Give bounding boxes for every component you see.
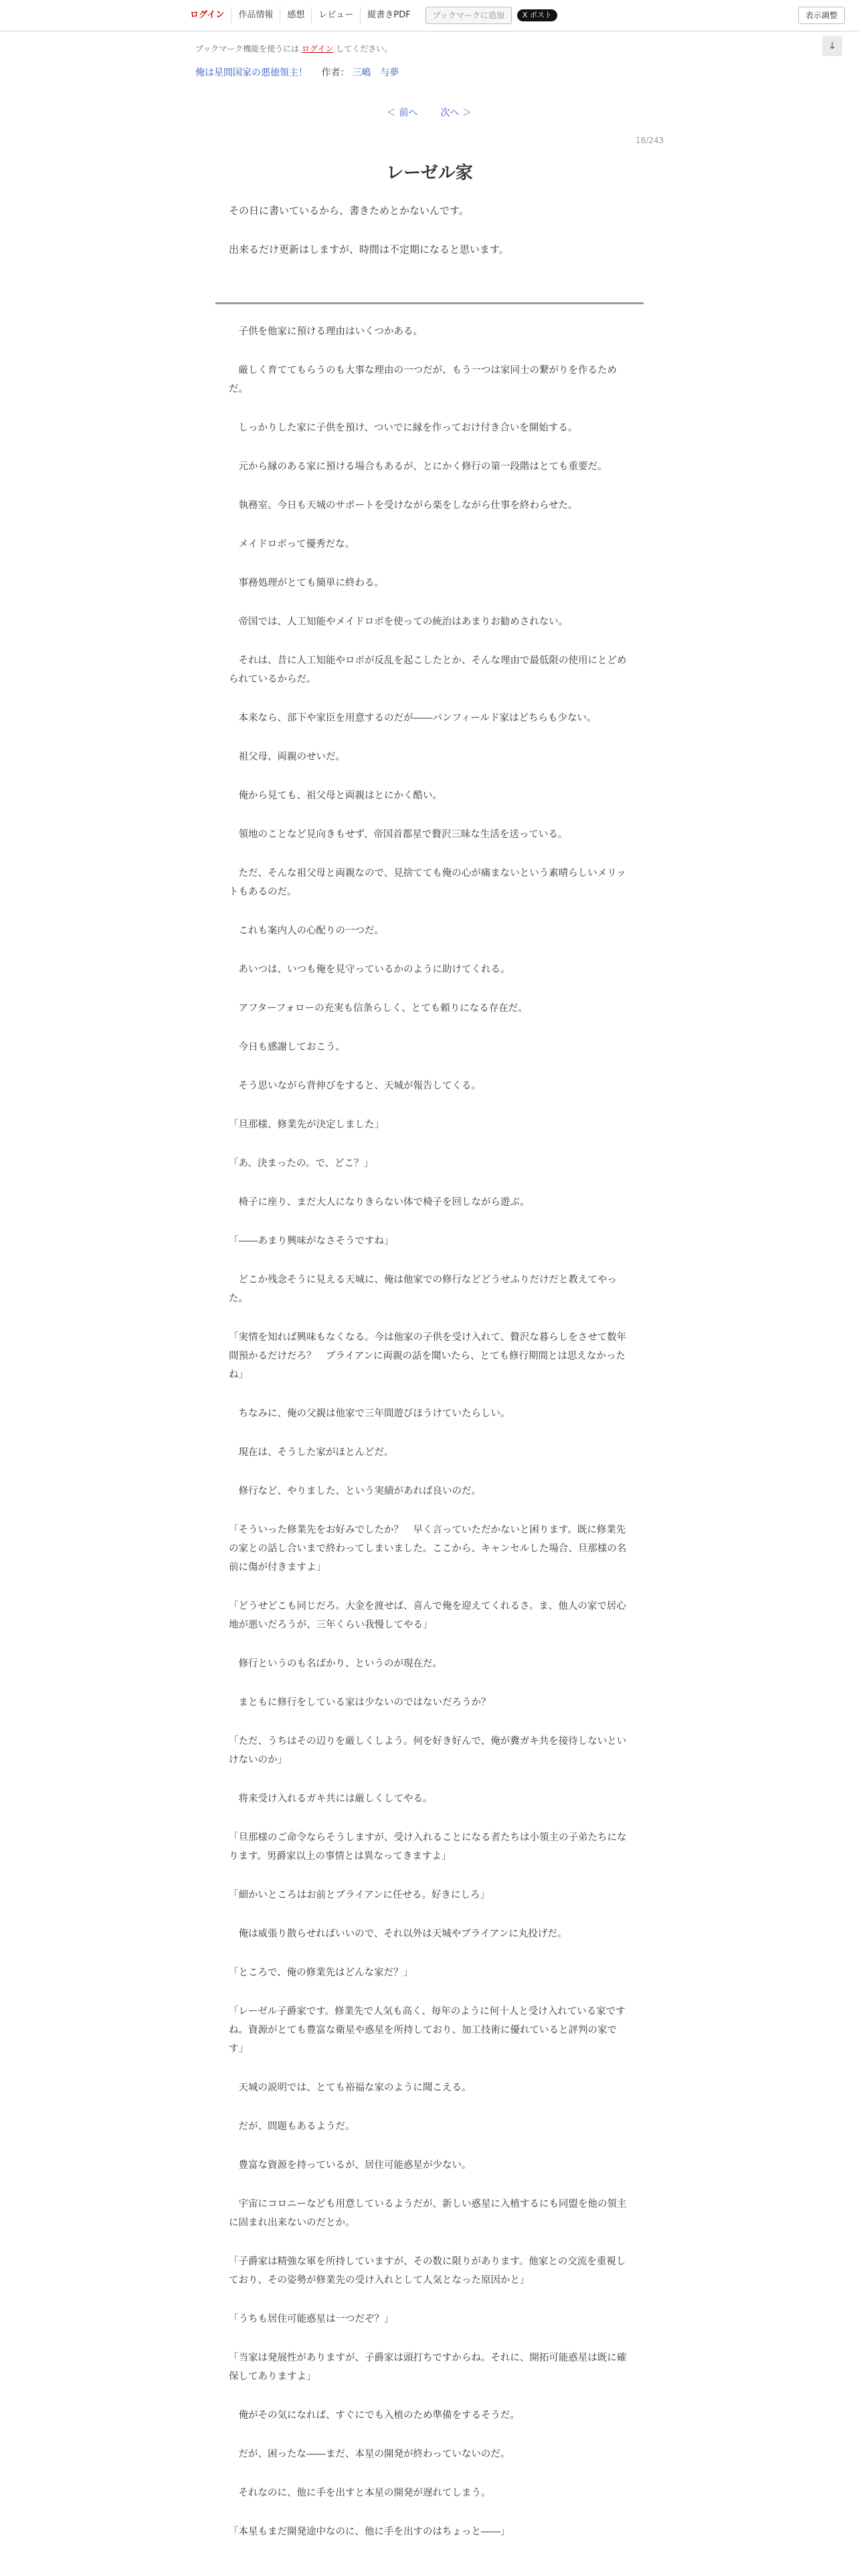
author-label: 作者： <box>321 68 350 78</box>
body-paragraph: 事務処理がとても簡単に終わる。 <box>229 578 384 588</box>
preface-line: その日に書いているから、書きためとかないんです。 <box>229 205 469 217</box>
body-paragraph: 現在は、そうした家がほとんどだ。 <box>229 1447 394 1458</box>
page-number: 18/243 <box>636 136 664 145</box>
body-paragraph: 「ただ、うちはその辺りを厳しくしよう。何を好き好んで、俺が糞ガキ共を接待しないといけないのか」 <box>229 1736 627 1765</box>
work-info-link[interactable]: 作品情報 <box>231 7 280 24</box>
body-paragraph: だが、問題もあるようだ。 <box>229 2121 355 2132</box>
preface-divider <box>215 302 644 304</box>
author-link[interactable]: 三嶋 与夢 <box>352 68 399 78</box>
body-paragraph: 「あ、決まったの。で、どこ？」 <box>229 1158 374 1169</box>
body-paragraph: しっかりした家に子供を預け、ついでに縁を作っておけ付き合いを開始する。 <box>229 423 578 433</box>
body-paragraph: 俺は威張り散らせればいいので、それ以外は天城やブライアンに丸投げだ。 <box>229 1929 567 1939</box>
next-page-link[interactable]: 次へ ＞ <box>440 108 472 118</box>
bookmark-notice <box>195 43 392 54</box>
body-paragraph: 俺がその気になれば、すぐにでも入植のため準備をするそうだ。 <box>229 2410 520 2421</box>
impressions-link[interactable]: 感想 <box>280 7 311 24</box>
body-paragraph: ただ、そんな祖父母と両親なので、見捨てても俺の心が痛まないという素晴らしいメリットもあるのだ。 <box>229 868 626 897</box>
body-paragraph: 子供を他家に預ける理由はいくつかある。 <box>229 326 423 337</box>
toolbar-nav <box>182 7 557 24</box>
top-toolbar <box>0 0 859 31</box>
bookmark-notice-prefix: ブックマーク機能を使うには <box>195 44 300 53</box>
body-paragraph: 「そういった修業先をお好みでしたか？ 早く言っていただかないと困ります。既に修業先の家との話し合いまで終わってしまいました。ここから、キャンセルした場合、旦那様の名前に傷が付きますよ」 <box>229 1525 627 1573</box>
body-paragraph: 「ところで、俺の修業先はどんな家だ？」 <box>229 1967 413 1978</box>
chapter-title: レーゼル家 <box>386 163 473 183</box>
body-paragraph: 天城の説明では、とても裕福な家のように聞こえる。 <box>229 2082 472 2093</box>
prev-page-link[interactable]: ＜ 前へ <box>387 108 418 118</box>
body-paragraph: それは、昔に人工知能やロボが反乱を起こしたとか、そんな理由で最低限の使用にとどめられているからだ。 <box>229 655 627 685</box>
body-paragraph: これも案内人の心配りの一つだ。 <box>229 926 384 936</box>
novel-title-link[interactable]: 俺は星間国家の悪徳領主！ <box>195 68 308 78</box>
body-paragraph: 「うちも居住可能惑星は一つだぞ？」 <box>229 2314 394 2325</box>
body-paragraph: 領地のことなど見向きもせず、帝国首都星で贅沢三昧な生活を送っている。 <box>229 829 568 840</box>
body-paragraph: 「――あまり興味がなさそうですね」 <box>229 1236 394 1247</box>
body-paragraph: 「細かいところはお前とブライアンに任せる。好きにしろ」 <box>229 1890 490 1901</box>
body-paragraph: メイドロボって優秀だな。 <box>229 539 355 550</box>
body-paragraph: 宇宙にコロニーなども用意しているようだが、新しい惑星に入植するにも同盟を他の領主に固まれ出来ないのだとか。 <box>229 2199 627 2228</box>
body-paragraph: だが、困ったな――まだ、本星の開発が終わっていないのだ。 <box>229 2449 510 2460</box>
x-post-button[interactable]: X ポスト <box>517 9 557 21</box>
body-paragraph: 厳しく育ててもらうのも大事な理由の一つだが、もう一つは家同士の繋がりを作るためだ。 <box>229 365 617 395</box>
preface-line: 出来るだけ更新はしますが、時間は不定期になると思います。 <box>229 243 509 255</box>
body-paragraph: 将来受け入れるガキ共には厳しくしてやる。 <box>229 1794 433 1804</box>
body-paragraph: 「旦那様、修業先が決定しました」 <box>229 1119 384 1130</box>
body-paragraph: 「旦那様のご命令ならそうしますが、受け入れることになる者たちは小領主の子弟たちになります。男爵家以上の事情とは異なってきますよ」 <box>229 1832 627 1862</box>
body-paragraph: 「当家は発展性がありますが、子爵家は頭打ちですからね。それに、開拓可能惑星は既に確保してありますよ」 <box>229 2353 627 2382</box>
body-paragraph: 「どうせどこも同じだろ。大金を渡せば、喜んで俺を迎えてくれるさ。ま、他人の家で居心地が悪いだろうが、三年くらい我慢してやる」 <box>229 1601 626 1630</box>
body-paragraph: 俺から見ても、祖父母と両親はとにかく酷い。 <box>229 790 442 801</box>
display-settings-button[interactable]: 表示調整 <box>798 7 845 24</box>
body-paragraph: そう思いながら背伸びをすると、天城が報告してくる。 <box>229 1081 481 1091</box>
vertical-pdf-link[interactable]: 縦書きPDF <box>360 7 417 24</box>
body-paragraph: それなのに、他に手を出すと本星の開発が遅れてしまう。 <box>229 2488 491 2498</box>
add-bookmark-button[interactable]: ブックマークに追加 <box>425 7 512 24</box>
body-paragraph: 「本星もまだ開発途中なのに、他に手を出すのはちょっと――」 <box>229 2527 510 2537</box>
body-paragraph: まともに修行をしている家は少ないのではないだろうか？ <box>229 1697 491 1708</box>
body-paragraph: アフターフォローの充実も信条らしく、とても頼りになる存在だ。 <box>229 1003 528 1014</box>
body-paragraph: ちなみに、俺の父親は他家で三年間遊びほうけていたらしい。 <box>229 1408 510 1419</box>
body-paragraph: 「子爵家は精強な軍を所持していますが、その数に限りがあります。他家との交流を重視しており、その姿勢が修業先の受け入れとして人気となった原因かと」 <box>229 2256 626 2286</box>
body-paragraph: 修行など、やりました、という実績があれば良いのだ。 <box>229 1486 481 1497</box>
body-paragraph: どこか残念そうに見える天城に、俺は他家での修行などどうせふりだけだと教えてやった。 <box>229 1275 617 1304</box>
review-link[interactable]: レビュー <box>311 7 360 24</box>
login-link[interactable]: ログイン <box>190 10 225 20</box>
body-paragraph: 「レーゼル子爵家です。修業先で人気も高く、毎年のように何十人と受け入れている家ですね。資源がとても豊富な衛星や惑星を所持しており、加工技術に優れていると評判の家です」 <box>229 2006 626 2054</box>
scroll-down-icon[interactable]: ↓ <box>822 36 842 56</box>
body-paragraph: 椅子に座り、まだ大人になりきらない体で椅子を回しながら遊ぶ。 <box>229 1197 530 1208</box>
body-paragraph: あいつは、いつも俺を見守っているかのように助けてくれる。 <box>229 964 510 975</box>
body-paragraph: 「実情を知れば興味もなくなる。今は他家の子供を受け入れて、贅沢な暮らしをさせて数年間預かるだけだろ？ ブライアンに両親の話を聞いたら、とても修行期間とは思えなかったね」 <box>229 1332 627 1380</box>
body-paragraph: 帝国では、人工知能やメイドロボを使っての統治はあまりお勧めされない。 <box>229 617 569 627</box>
pager <box>387 106 472 119</box>
body-paragraph: 修行というのも名ばかり、というのが現在だ。 <box>229 1658 442 1669</box>
preface <box>229 201 644 278</box>
body-paragraph: 本来なら、部下や家臣を用意するのだが――バンフィールド家はどちらも少ない。 <box>229 713 597 724</box>
body-paragraph: 執務室、今日も天城のサポートを受けながら楽をしながら仕事を終わらせた。 <box>229 500 578 511</box>
chapter-body <box>229 322 630 2561</box>
novel-info <box>195 66 399 79</box>
body-paragraph: 豊富な資源を持っているが、居住可能惑星が少ない。 <box>229 2160 472 2171</box>
bookmark-notice-suffix: してください。 <box>336 44 393 53</box>
body-paragraph: 今日も感謝しておこう。 <box>229 1042 345 1053</box>
bookmark-login-link[interactable]: ログイン <box>302 44 334 53</box>
body-paragraph: 元から縁のある家に預ける場合もあるが、とにかく修行の第一段階はとても重要だ。 <box>229 461 607 472</box>
body-paragraph: 祖父母、両親のせいだ。 <box>229 752 345 762</box>
